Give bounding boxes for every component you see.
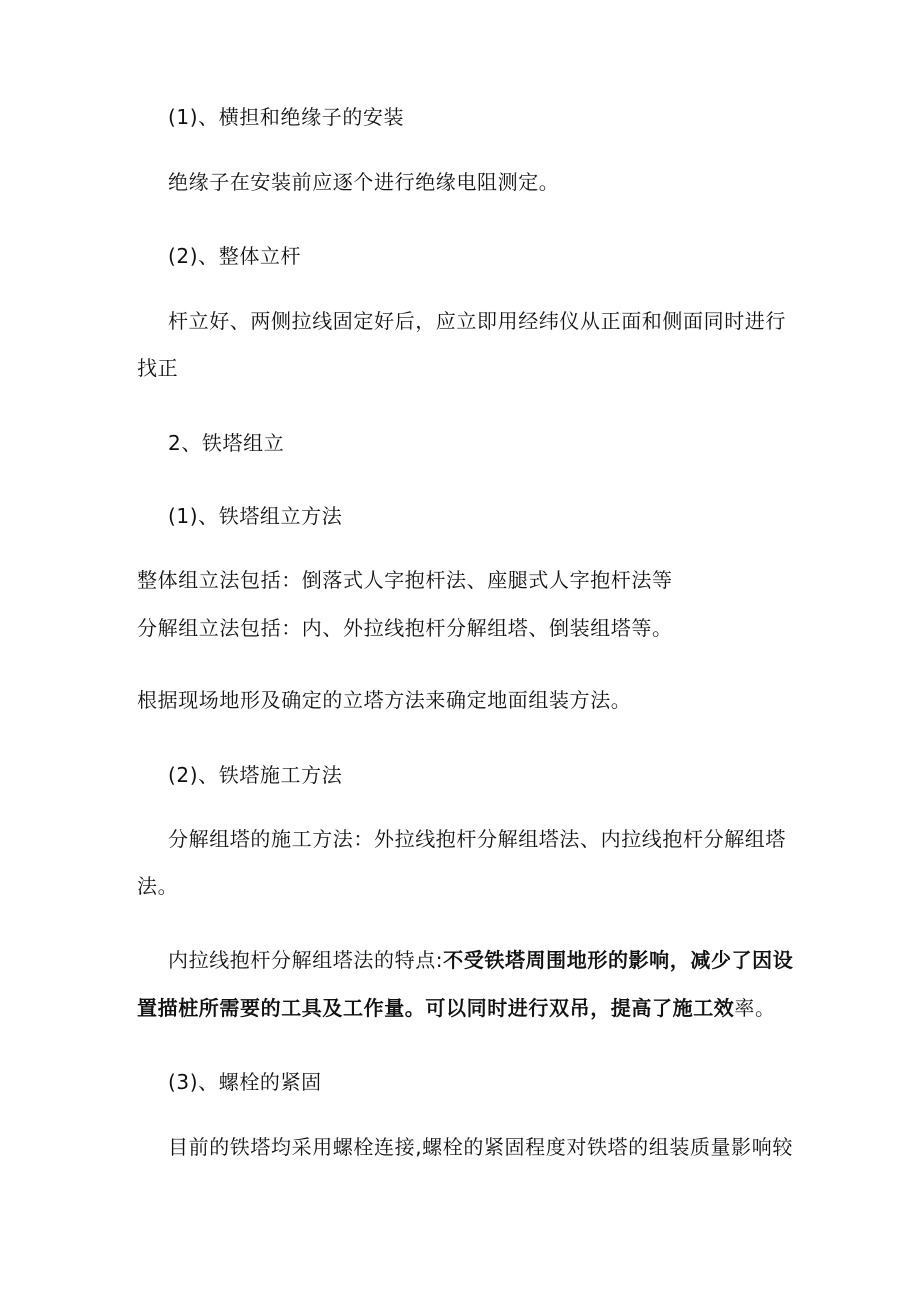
paragraph-line: 整体组立法包括：倒落式人字抱杆法、座腿式人字抱杆法等: [137, 568, 673, 592]
paragraph-line: 分解组立法包括：内、外拉线抱杆分解组塔、倒装组塔等。: [137, 616, 673, 640]
paragraph-text: 内拉线抱杆分解组塔法的特点:: [168, 948, 444, 972]
emphasis-text: 不受铁塔周围地形的影响，减少了因设: [443, 948, 794, 972]
paragraph-line: 分解组塔的施工方法：外拉线抱杆分解组塔法、内拉线抱杆分解组塔: [168, 827, 786, 851]
paragraph-text: 率。: [734, 996, 776, 1020]
section-heading: (1)、铁塔组立方法: [168, 504, 343, 528]
section-heading: (1)、横担和绝缘子的安装: [168, 105, 405, 129]
paragraph-line: 找正: [137, 356, 179, 380]
paragraph-line: 根据现场地形及确定的立塔方法来确定地面组装方法。: [137, 688, 632, 712]
paragraph-line: [168, 946, 794, 974]
paragraph-line: [137, 994, 790, 1022]
paragraph-line: 绝缘子在安装前应逐个进行绝缘电阻测定。: [168, 170, 560, 194]
paragraph-line: 目前的铁塔均采用螺栓连接,螺栓的紧固程度对铁塔的组装质量影响较: [168, 1135, 793, 1159]
section-heading: (2)、整体立杆: [168, 244, 302, 268]
section-heading: (2)、铁塔施工方法: [168, 763, 343, 787]
section-heading: 2、铁塔组立: [168, 431, 285, 455]
emphasis-text: 置描桩所需要的工具及工作量。可以同时进行双吊，提高了施工效: [137, 996, 735, 1020]
paragraph-line: 法。: [137, 874, 179, 898]
paragraph-line: 杆立好、两侧拉线固定好后，应立即用经纬仪从正面和侧面同时进行: [168, 309, 786, 333]
section-heading: (3)、螺栓的紧固: [168, 1070, 322, 1094]
